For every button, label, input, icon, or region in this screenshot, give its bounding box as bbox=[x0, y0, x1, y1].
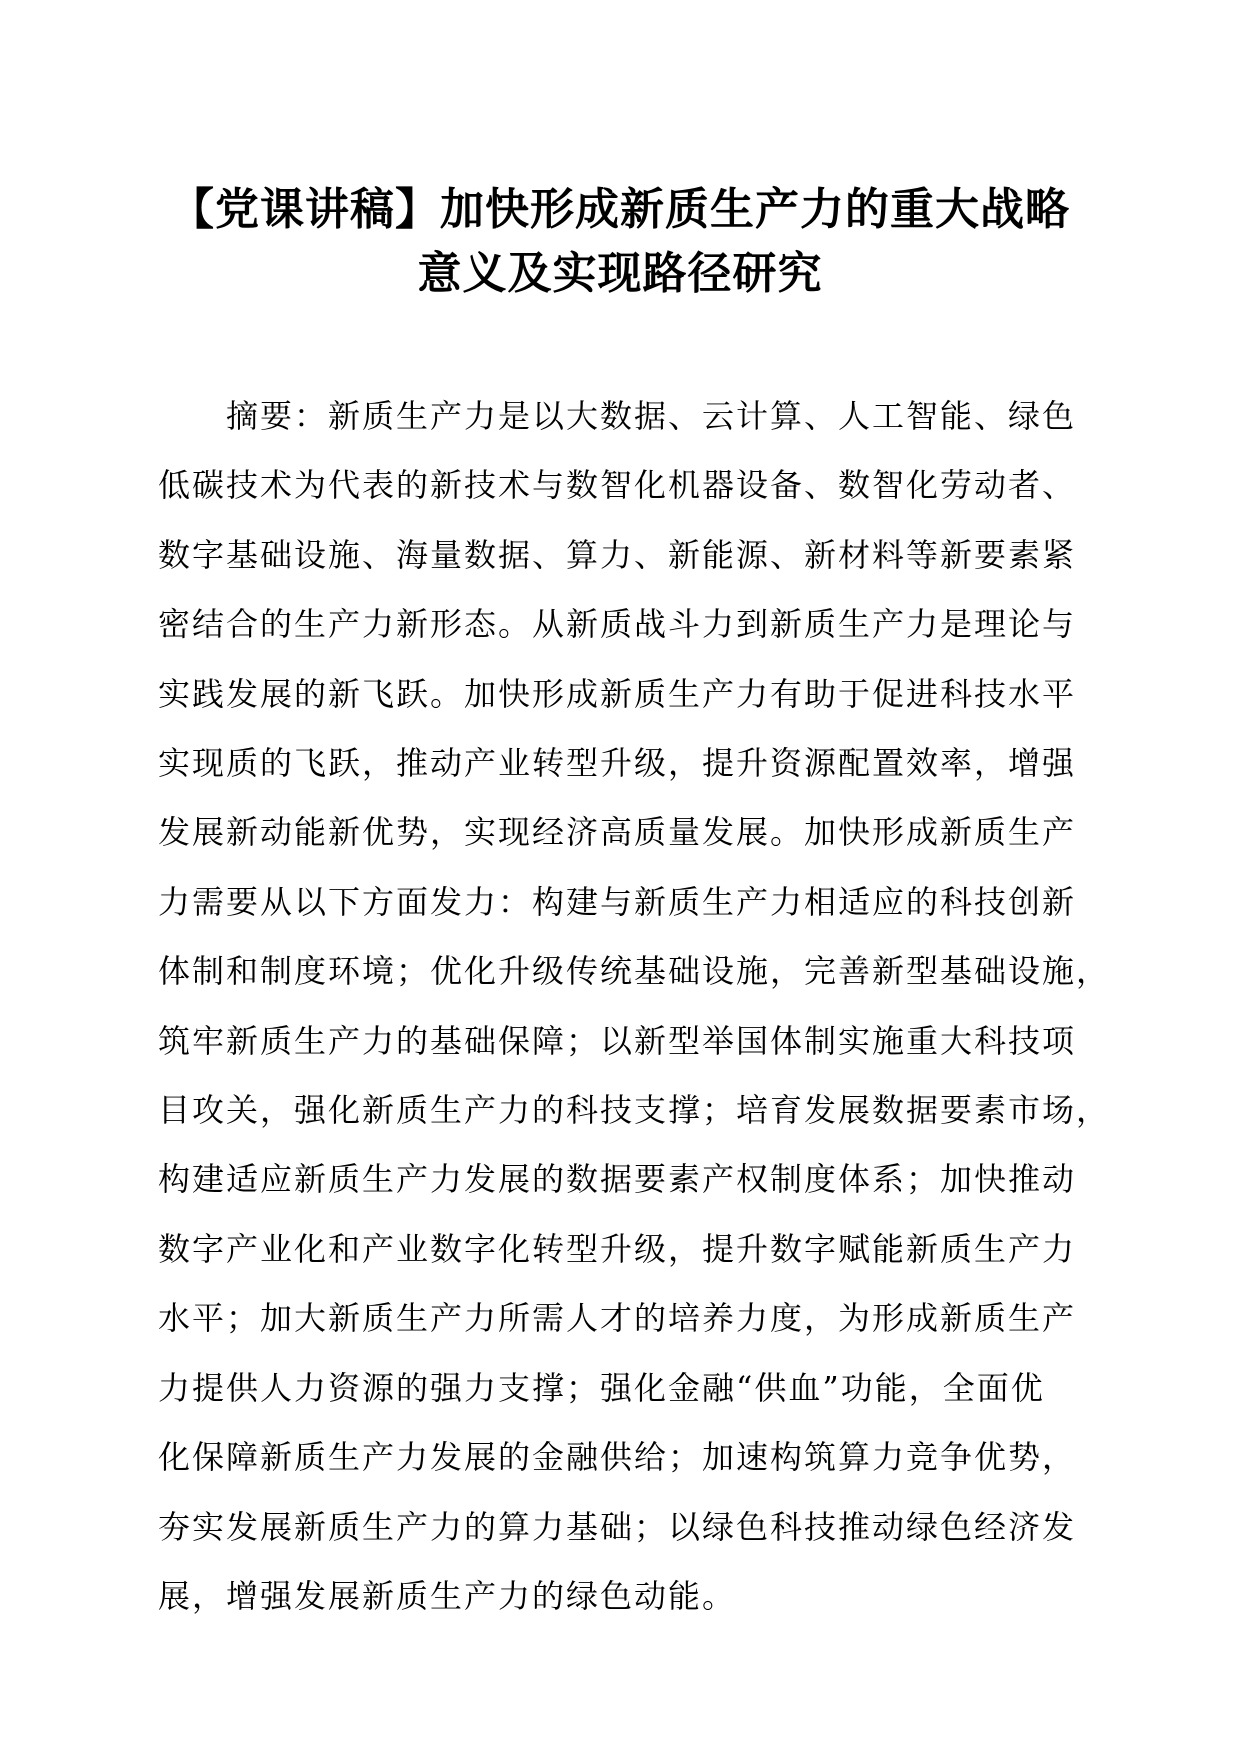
abstract-line: 化保障新质生产力发展的金融供给；加速构筑算力竞争优势， bbox=[158, 1438, 1077, 1477]
abstract-line: 低碳技术为代表的新技术与数智化机器设备、数智化劳动者、 bbox=[158, 466, 1077, 505]
abstract-line: 密结合的生产力新形态。从新质战斗力到新质生产力是理论与 bbox=[158, 605, 1077, 644]
abstract-paragraph bbox=[158, 382, 1111, 1631]
title-line-1: 【党课讲稿】加快形成新质生产力的重大战略 bbox=[170, 184, 1070, 235]
abstract-line: 数字基础设施、海量数据、算力、新能源、新材料等新要素紧 bbox=[158, 535, 1077, 574]
abstract-line: 目攻关，强化新质生产力的科技支撑；培育发展数据要素市场， bbox=[158, 1091, 1111, 1130]
abstract-line: 力需要从以下方面发力：构建与新质生产力相适应的科技创新 bbox=[158, 882, 1077, 921]
document-title bbox=[0, 178, 1240, 306]
abstract-line: 发展新动能新优势，实现经济高质量发展。加快形成新质生产 bbox=[158, 813, 1077, 852]
abstract-line: 数字产业化和产业数字化转型升级，提升数字赋能新质生产力 bbox=[158, 1229, 1077, 1268]
title-line-2: 意义及实现路径研究 bbox=[417, 248, 823, 299]
abstract-line: 实现质的飞跃，推动产业转型升级，提升资源配置效率，增强 bbox=[158, 744, 1077, 783]
abstract-line: 水平；加大新质生产力所需人才的培养力度，为形成新质生产 bbox=[158, 1299, 1077, 1338]
abstract-line: 力提供人力资源的强力支撑；强化金融“供血”功能，全面优 bbox=[158, 1368, 1045, 1407]
abstract-line: 展，增强发展新质生产力的绿色动能。 bbox=[158, 1576, 737, 1615]
abstract-line: 夯实发展新质生产力的算力基础；以绿色科技推动绿色经济发 bbox=[158, 1507, 1077, 1546]
abstract-line: 筑牢新质生产力的基础保障；以新型举国体制实施重大科技项 bbox=[158, 1021, 1077, 1060]
abstract-line: 摘要：新质生产力是以大数据、云计算、人工智能、绿色 bbox=[158, 397, 1077, 435]
abstract-line: 构建适应新质生产力发展的数据要素产权制度体系；加快推动 bbox=[158, 1160, 1077, 1199]
abstract-line: 实践发展的新飞跃。加快形成新质生产力有助于促进科技水平 bbox=[158, 674, 1077, 713]
abstract-line: 体制和制度环境；优化升级传统基础设施，完善新型基础设施， bbox=[158, 952, 1111, 991]
